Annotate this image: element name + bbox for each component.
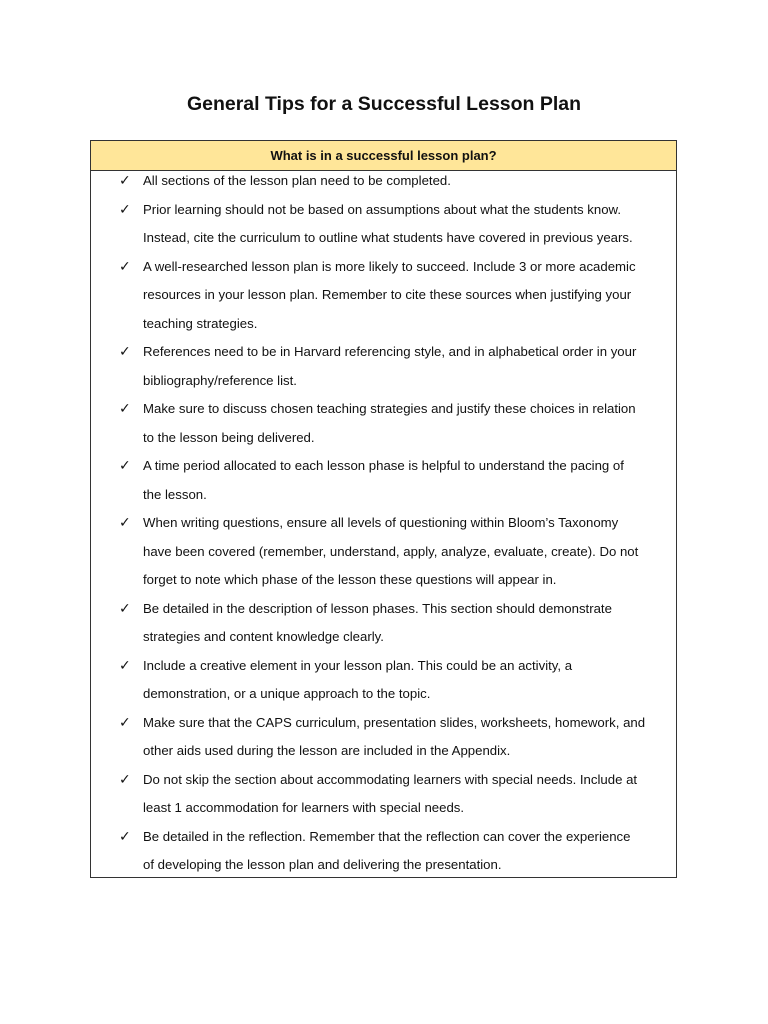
table-header: What is in a successful lesson plan? [91, 141, 676, 171]
list-item-text: the lesson. [143, 486, 207, 502]
check-icon: ✓ [119, 401, 131, 417]
list-item-text: have been covered (remember, understand, apply, analyze, evaluate, create). Do not [143, 543, 639, 559]
list-item [91, 456, 676, 513]
list-item [91, 171, 676, 200]
check-icon: ✓ [119, 600, 131, 617]
list-item-text: Be detailed in the description of lesson phases. This section should demonstrate [143, 600, 612, 616]
tips-table [90, 140, 677, 878]
list-item-text: teaching strategies. [143, 315, 258, 331]
list-item-text: other aids used during the lesson are included in the Appendix. [143, 743, 511, 758]
check-icon: ✓ [119, 714, 131, 731]
check-icon: ✓ [119, 771, 131, 788]
list-item-text: Instead, cite the curriculum to outline what students have covered in previous years. [143, 230, 633, 245]
page-title: General Tips for a Successful Lesson Plan [186, 93, 582, 115]
list-item [91, 513, 676, 599]
list-item [91, 770, 676, 827]
list-item-text: strategies and content knowledge clearly. [143, 629, 384, 644]
list-item-text: All sections of the lesson plan need to be completed. [143, 173, 451, 188]
list-item [91, 200, 676, 257]
check-icon: ✓ [119, 828, 131, 845]
list-item-text: Be detailed in the reflection. Remember that the reflection can cover the experience [143, 828, 631, 844]
check-icon: ✓ [119, 344, 131, 360]
list-item-text: A well-researched lesson plan is more likely to succeed. Include 3 or more academic [143, 258, 636, 274]
list-item [91, 713, 676, 770]
list-item-text: When writing questions, ensure all levels of questioning within Bloom’s Taxonomy [143, 515, 619, 530]
list-item [91, 257, 676, 343]
check-icon: ✓ [119, 258, 131, 275]
list-item-text: resources in your lesson plan. Remember to cite these sources when justifying your [143, 287, 632, 302]
list-item-text: A time period allocated to each lesson phase is helpful to understand the pacing of [143, 458, 624, 473]
list-item-text: of developing the lesson plan and delivering the presentation. [143, 857, 502, 872]
check-icon: ✓ [119, 657, 131, 674]
list-item-text: Do not skip the section about accommodating learners with special needs. Include at [143, 771, 638, 787]
list-item [91, 399, 676, 456]
list-item-text: Make sure that the CAPS curriculum, presentation slides, worksheets, homework, and [143, 714, 646, 730]
list-item-text: demonstration, or a unique approach to the topic. [143, 686, 431, 701]
check-icon: ✓ [119, 201, 131, 218]
check-icon: ✓ [119, 515, 131, 531]
list-item-text: forget to note which phase of the lesson these questions will appear in. [143, 572, 557, 587]
list-item-text: Make sure to discuss chosen teaching strategies and justify these choices in relation [143, 401, 636, 416]
list-item [91, 599, 676, 656]
list-item-text: to the lesson being delivered. [143, 429, 315, 445]
check-icon: ✓ [119, 173, 131, 189]
tips-list [91, 171, 676, 884]
list-item-text: Include a creative element in your lesson plan. This could be an activity, a [143, 657, 573, 673]
check-icon: ✓ [119, 458, 131, 474]
list-item-text: References need to be in Harvard referencing style, and in alphabetical order in your [143, 344, 637, 359]
list-item-text: Prior learning should not be based on assumptions about what the students know. [143, 201, 621, 217]
list-item [91, 342, 676, 399]
list-item-text: bibliography/reference list. [143, 372, 297, 388]
list-item-text: least 1 accommodation for learners with special needs. [143, 800, 465, 815]
list-item [91, 656, 676, 713]
list-item [91, 827, 676, 884]
